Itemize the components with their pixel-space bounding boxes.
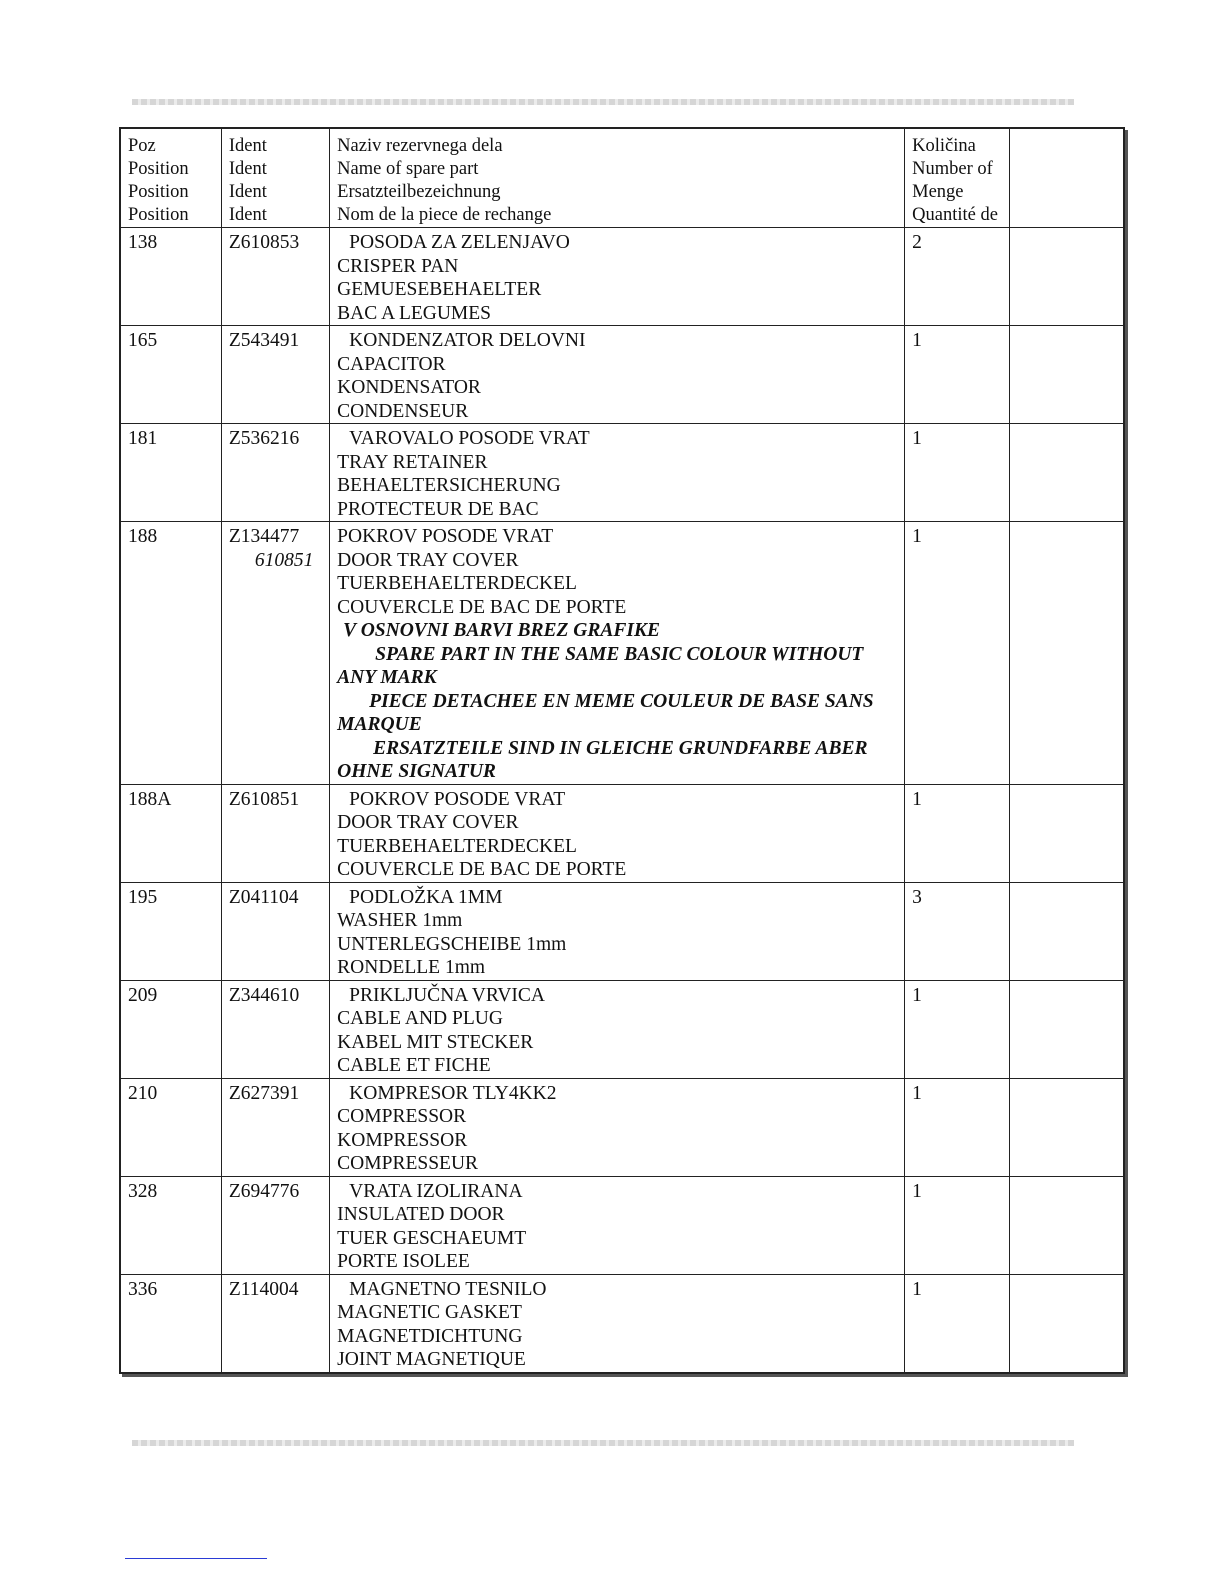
- table-row: [121, 1274, 1124, 1372]
- cell-position: 181: [121, 424, 222, 522]
- cell-quantity: 1: [905, 1176, 1010, 1274]
- cell-part-name: VRATA IZOLIRANA INSULATED DOOR TUER GESCHAEUMT PORTE ISOLEE: [330, 1176, 905, 1274]
- cell-quantity: 3: [905, 882, 1010, 980]
- cell-quantity: 2: [905, 228, 1010, 326]
- header-quantity: Količina Number of Menge Quantité de: [905, 129, 1010, 228]
- part-note: V OSNOVNI BARVI BREZ GRAFIKE: [343, 620, 660, 641]
- cell-empty: [1010, 1078, 1124, 1176]
- table-row: [121, 1078, 1124, 1176]
- cell-quantity: 1: [905, 1274, 1010, 1372]
- table-row: [121, 228, 1124, 326]
- cell-ident: Z610853: [221, 228, 329, 326]
- cell-part-name: POKROV POSODE VRAT DOOR TRAY COVER TUERBEHAELTERDECKEL COUVERCLE DE BAC DE PORTE: [330, 784, 905, 882]
- cell-part-name: MAGNETNO TESNILO MAGNETIC GASKET MAGNETDICHTUNG JOINT MAGNETIQUE: [330, 1274, 905, 1372]
- cell-position: 328: [121, 1176, 222, 1274]
- cell-position: 165: [121, 326, 222, 424]
- table-row: [121, 424, 1124, 522]
- cell-ident: Z536216: [221, 424, 329, 522]
- cell-position: 195: [121, 882, 222, 980]
- cell-ident: Z610851: [221, 784, 329, 882]
- cell-empty: [1010, 882, 1124, 980]
- cell-ident: Z114004: [221, 1274, 329, 1372]
- table-header-row: [121, 129, 1124, 228]
- part-note: SPARE PART IN THE SAME BASIC COLOUR WITHOUT ANY MARK: [337, 643, 864, 688]
- cell-empty: [1010, 424, 1124, 522]
- cell-quantity: 1: [905, 424, 1010, 522]
- table-row: [121, 522, 1124, 785]
- header-ident: Ident Ident Ident Ident: [221, 129, 329, 228]
- cell-part-name: PODLOŽKA 1MM WASHER 1mm UNTERLEGSCHEIBE 1mm RONDELLE 1mm: [330, 882, 905, 980]
- cell-position: 210: [121, 1078, 222, 1176]
- cell-quantity: 1: [905, 1078, 1010, 1176]
- cell-quantity: 1: [905, 522, 1010, 785]
- cell-position: 336: [121, 1274, 222, 1372]
- cell-empty: [1010, 326, 1124, 424]
- footnote-separator: [125, 1558, 267, 1559]
- table-row: [121, 326, 1124, 424]
- cell-empty: [1010, 784, 1124, 882]
- header-name: Naziv rezervnega dela Name of spare part Ersatzteilbezeichnung Nom de la piece de rechange: [330, 129, 905, 228]
- cell-ident: Z694776: [221, 1176, 329, 1274]
- cell-ident: Z543491: [221, 326, 329, 424]
- cell-empty: [1010, 1274, 1124, 1372]
- table-row: [121, 784, 1124, 882]
- cell-part-name: PRIKLJUČNA VRVICA CABLE AND PLUG KABEL MIT STECKER CABLE ET FICHE: [330, 980, 905, 1078]
- footer-separator: [132, 1440, 1074, 1446]
- header-position: Poz Position Position Position: [121, 129, 222, 228]
- cell-part-name: VAROVALO POSODE VRAT TRAY RETAINER BEHAELTERSICHERUNG PROTECTEUR DE BAC: [330, 424, 905, 522]
- cell-position: 188A: [121, 784, 222, 882]
- spare-parts-table: [120, 128, 1124, 1373]
- cell-ident: Z627391: [221, 1078, 329, 1176]
- cell-quantity: 1: [905, 326, 1010, 424]
- cell-position: 209: [121, 980, 222, 1078]
- cell-position: 138: [121, 228, 222, 326]
- part-note: ERSATZTEILE SIND IN GLEICHE GRUNDFARBE ABER OHNE SIGNATUR: [337, 737, 868, 782]
- cell-empty: [1010, 522, 1124, 785]
- cell-empty: [1010, 980, 1124, 1078]
- header-empty: [1010, 129, 1124, 228]
- header-separator: [132, 99, 1074, 105]
- table-row: [121, 882, 1124, 980]
- alternate-ident: 610851: [254, 549, 314, 571]
- cell-quantity: 1: [905, 784, 1010, 882]
- cell-part-name: POKROV POSODE VRAT DOOR TRAY COVER TUERBEHAELTERDECKEL COUVERCLE DE BAC DE PORTE V OSNOVNI BARVI BREZ GRAFIKE SPARE PART IN THE SAME BASIC COLOUR WITHOUT ANY MARK PIECE DETACHEE EN MEME COULEUR DE BASE SANS MARQUE ERSATZTEILE SIND IN GLEICHE GRUNDFARBE ABER OHNE SIGNATUR: [330, 522, 905, 785]
- cell-position: 188: [121, 522, 222, 785]
- table-row: [121, 980, 1124, 1078]
- table-row: [121, 1176, 1124, 1274]
- cell-part-name: POSODA ZA ZELENJAVO CRISPER PAN GEMUESEBEHAELTER BAC A LEGUMES: [330, 228, 905, 326]
- cell-ident: Z041104: [221, 882, 329, 980]
- spare-parts-table-frame: [119, 127, 1125, 1374]
- cell-ident: Z134477 610851: [221, 522, 329, 785]
- cell-empty: [1010, 228, 1124, 326]
- cell-ident: Z344610: [221, 980, 329, 1078]
- cell-quantity: 1: [905, 980, 1010, 1078]
- cell-part-name: KOMPRESOR TLY4KK2 COMPRESSOR KOMPRESSOR COMPRESSEUR: [330, 1078, 905, 1176]
- part-note: PIECE DETACHEE EN MEME COULEUR DE BASE SANS MARQUE: [337, 690, 874, 735]
- cell-part-name: KONDENZATOR DELOVNI CAPACITOR KONDENSATOR CONDENSEUR: [330, 326, 905, 424]
- cell-empty: [1010, 1176, 1124, 1274]
